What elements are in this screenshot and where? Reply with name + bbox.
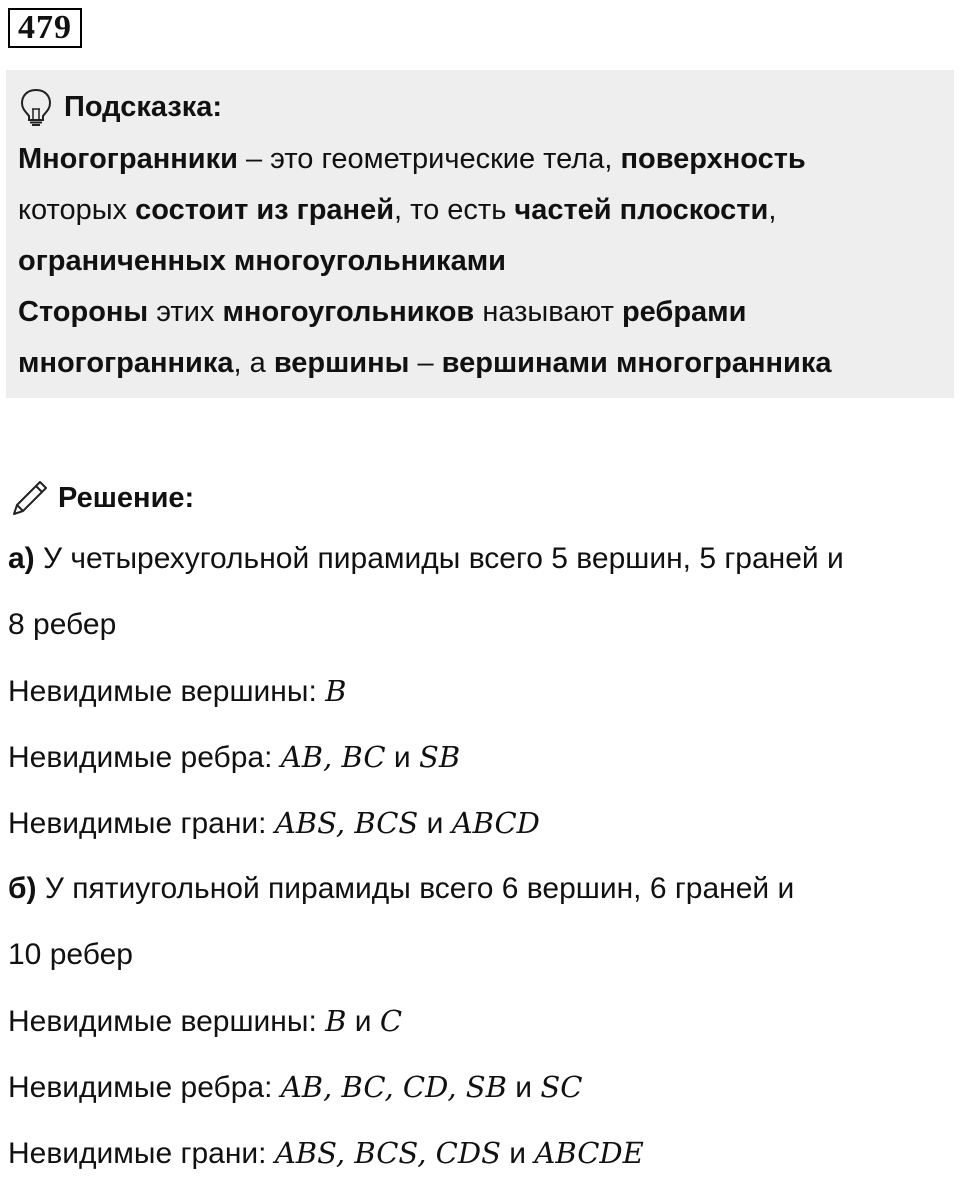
hint-term-polyhedron: многогранника: [18, 347, 234, 379]
hint-text: –: [409, 347, 442, 379]
lightbulb-icon: [18, 87, 54, 127]
hint-text: ,: [768, 194, 777, 226]
conjunction: и: [506, 1071, 541, 1104]
hint-text: которых: [18, 194, 136, 226]
part-b-edges: [8, 1054, 953, 1120]
math: SC: [540, 1070, 583, 1104]
hint-text: – это геометрические тела,: [237, 143, 621, 175]
conjunction: и: [385, 741, 419, 774]
task-number: 479: [8, 8, 82, 48]
math: SB: [418, 740, 461, 774]
label: Невидимые грани:: [8, 1137, 275, 1170]
conjunction: и: [346, 1005, 380, 1038]
solution-title: Решение:: [58, 481, 195, 514]
part-a-text: У четырехугольной пирамиды всего 5 вершин, 5 граней и: [34, 542, 844, 575]
hint-term-plane-parts: частей плоскости: [514, 194, 769, 226]
hint-box: [6, 70, 954, 398]
hint-term-surface: поверхность: [620, 143, 806, 175]
hint-term-edges: ребрами: [621, 296, 747, 328]
part-b-line-2: 10 ребер: [8, 938, 133, 971]
part-a-edges: [8, 724, 953, 790]
hint-text: этих: [148, 296, 223, 328]
label: Невидимые ребра:: [8, 741, 281, 774]
solution-header: [10, 470, 953, 526]
solution: [8, 470, 953, 1186]
part-b-text: У пятиугольной пирамиды всего 6 вершин, 6 граней и: [36, 872, 795, 905]
part-a-label: а): [8, 542, 35, 575]
hint-term-vertices: вершины: [273, 347, 410, 379]
math: B: [325, 674, 347, 708]
part-a-line-1: [8, 526, 953, 592]
part-b-line-1: [8, 856, 953, 922]
math: C: [379, 1004, 403, 1038]
part-a-vertices: [8, 658, 953, 724]
part-b-label: б): [8, 872, 37, 905]
math: AB, BC, CD, SB: [280, 1070, 507, 1104]
math: ABCDE: [534, 1136, 644, 1170]
hint-text: , а: [233, 347, 274, 379]
label: Невидимые вершины:: [8, 675, 326, 708]
part-b-faces: [8, 1120, 953, 1186]
math: B: [325, 1004, 347, 1038]
hint-line-4: [18, 287, 942, 338]
hint-text: называют: [474, 296, 622, 328]
pencil-icon: [10, 478, 50, 518]
part-a-line-2: 8 ребер: [8, 608, 117, 641]
hint-term-faces: состоит из граней: [135, 194, 395, 226]
hint-term-sides: Стороны: [18, 296, 149, 328]
math: ABS, BCS: [274, 806, 419, 840]
hint-line-1: [18, 134, 942, 185]
math: AB, BC: [280, 740, 386, 774]
label: Невидимые вершины:: [8, 1005, 326, 1038]
hint-term-polygons-gen: многоугольников: [222, 296, 475, 328]
hint-line-2: [18, 185, 942, 236]
hint-term-polyhedra: Многогранники: [18, 143, 238, 175]
conjunction: и: [418, 807, 452, 840]
label: Невидимые грани:: [8, 807, 275, 840]
hint-text: , то есть: [394, 194, 515, 226]
conjunction: и: [500, 1137, 535, 1170]
part-a-faces: [8, 790, 953, 856]
hint-line-3: [18, 236, 942, 287]
label: Невидимые ребра:: [8, 1071, 281, 1104]
hint-term-polygons: ограниченных многоугольниками: [18, 245, 506, 277]
hint-line-5: [18, 338, 942, 389]
hint-header: [18, 80, 942, 134]
math: ABCD: [451, 806, 540, 840]
hint-title: Подсказка:: [64, 90, 223, 123]
hint-term-polyhedron-vertices: вершинами многогранника: [441, 347, 832, 379]
math: ABS, BCS, CDS: [274, 1136, 501, 1170]
part-b-vertices: [8, 988, 953, 1054]
